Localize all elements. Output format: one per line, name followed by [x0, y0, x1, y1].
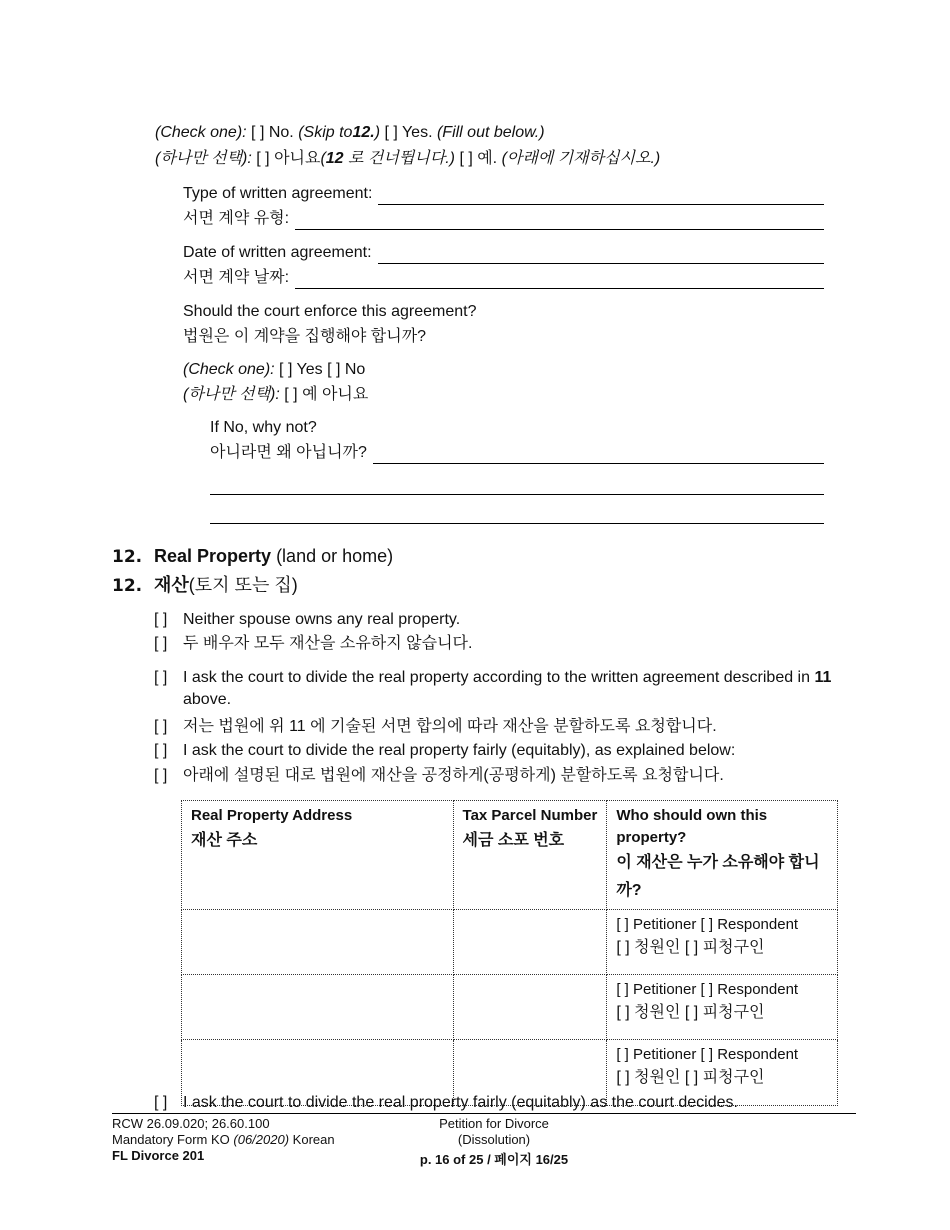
table-header-row [182, 801, 838, 910]
option-fairly-below [154, 740, 844, 762]
footer-title-1: Petition for Divorce [439, 1116, 549, 1131]
skip-open-ko: ( [320, 150, 326, 167]
owner-cell [607, 910, 838, 975]
owner-checkboxes[interactable]: [ ] Petitioner [ ] Respondent [616, 1046, 799, 1063]
header-address-en: Real Property Address [191, 807, 353, 824]
section-title-bold: Real Property [154, 546, 272, 566]
fill-note-ko: (아래에 기재하십시오.) [501, 150, 661, 167]
check-one-ko [155, 148, 660, 170]
checkbox-yes-ko[interactable]: [ ] 예. [459, 150, 498, 167]
tax-parcel-cell[interactable] [453, 910, 607, 975]
header-tax-parcel-ko: 세금 소포 번호 [462, 832, 565, 849]
section-title-rest: (land or home) [276, 546, 394, 566]
checkbox[interactable]: [ ] [154, 718, 168, 735]
section-12-title [112, 543, 393, 570]
checkbox-yes[interactable]: [ ] Yes. [384, 124, 433, 141]
enforce-check-prefix: (Check one): [183, 361, 275, 378]
skip-number: 12. [352, 124, 375, 141]
section-title-rest-ko: (토지 또는 집) [188, 575, 298, 595]
date-agreement-line[interactable] [378, 247, 824, 264]
type-agreement-line-ko[interactable] [295, 213, 824, 230]
type-agreement-line[interactable] [378, 188, 824, 205]
footer-page-number: p. 16 of 25 / 페이지 16/25 [419, 1152, 569, 1167]
option-text: 두 배우자 모두 재산을 소유하지 않습니다. [183, 635, 473, 652]
date-agreement-label: Date of written agreement: [183, 244, 372, 261]
why-not-line-2[interactable] [210, 494, 824, 495]
why-not-label-ko: 아니라면 왜 아닙니까? [210, 444, 367, 461]
option-text [183, 667, 844, 711]
option-text: Neither spouse owns any real property. [183, 611, 461, 628]
option-text: 아래에 설명된 대로 법원에 재산을 공정하게(공평하게) 분할하도록 요청합니다. [183, 767, 724, 784]
owner-checkboxes[interactable]: [ ] Petitioner [ ] Respondent [616, 981, 799, 998]
enforce-check [183, 359, 365, 381]
option-no-property-ko [154, 633, 844, 655]
section-number: 12. [112, 547, 143, 567]
footer-left [112, 1116, 335, 1164]
date-agreement-field-ko[interactable] [183, 267, 824, 289]
type-agreement-field[interactable] [183, 183, 824, 205]
header-owner-en: Who should own this property? [616, 807, 768, 846]
date-agreement-field[interactable] [183, 242, 824, 264]
address-cell[interactable] [182, 910, 454, 975]
checkbox[interactable]: [ ] [154, 742, 168, 759]
enforce-check-prefix-ko: (하나만 선택): [183, 386, 280, 403]
section-title-bold-ko: 재산 [154, 575, 189, 595]
owner-checkboxes[interactable]: [ ] Petitioner [ ] Respondent [616, 916, 799, 933]
table-row [182, 975, 838, 1040]
footer-rcw: RCW 26.09.020; 26.60.100 [112, 1116, 270, 1131]
owner-checkboxes-ko[interactable]: [ ] 청원인 [ ] 피청구인 [616, 939, 765, 956]
checkbox[interactable]: [ ] [154, 767, 168, 784]
option-court-decides [154, 1092, 844, 1114]
check-one-en [155, 122, 545, 144]
header-address [182, 801, 454, 910]
checkbox-no[interactable]: [ ] No. [251, 124, 294, 141]
checkbox[interactable]: [ ] [154, 635, 168, 652]
option-written-agreement [154, 667, 844, 711]
checkbox[interactable]: [ ] [154, 669, 168, 686]
skip-end: ) [374, 124, 381, 141]
footer-form-id: FL Divorce 201 [112, 1148, 205, 1163]
check-one-prefix-ko: (하나만 선택): [155, 150, 252, 167]
skip-number-ko: 12 [325, 150, 344, 167]
date-agreement-label-ko: 서면 계약 날짜: [183, 269, 290, 286]
enforce-yes-no-checkboxes-ko[interactable]: [ ] 예 아니요 [284, 386, 369, 403]
checkbox[interactable]: [ ] [154, 1094, 168, 1111]
option-text: 저는 법원에 위 11 에 기술된 서면 합의에 따라 재산을 분할하도록 요청합니다. [183, 718, 717, 735]
header-tax-parcel-en: Tax Parcel Number [462, 807, 598, 824]
option-fairly-below-ko [154, 765, 844, 787]
footer-mandatory-date: (06/2020) [233, 1132, 290, 1147]
skip-note: (Skip to [298, 124, 353, 141]
enforce-check-ko [183, 384, 368, 406]
fill-note: (Fill out below.) [436, 124, 545, 141]
address-cell[interactable] [182, 975, 454, 1040]
checkbox-no-ko[interactable]: [ ] 아니요 [256, 150, 321, 167]
type-agreement-field-ko[interactable] [183, 208, 824, 230]
footer-title-2: (Dissolution) [457, 1132, 531, 1147]
check-one-prefix: (Check one): [155, 124, 247, 141]
type-agreement-label: Type of written agreement: [183, 185, 373, 202]
why-not-field[interactable] [210, 442, 824, 464]
option-written-after: above. [183, 691, 232, 708]
skip-rest-ko: 로 건너뜁니다.) [348, 150, 455, 167]
owner-cell [607, 975, 838, 1040]
tax-parcel-cell[interactable] [453, 975, 607, 1040]
header-tax-parcel [453, 801, 607, 910]
option-no-property [154, 609, 844, 631]
section-12-title-ko [112, 572, 298, 599]
footer-mandatory [112, 1132, 335, 1148]
header-owner [607, 801, 838, 910]
section-number-ko: 12. [112, 576, 143, 596]
option-written-ref: 11 [814, 669, 832, 686]
option-text: I ask the court to divide the real property fairly (equitably) as the court decides. [183, 1094, 738, 1111]
date-agreement-line-ko[interactable] [295, 272, 824, 289]
footer-center [374, 1116, 614, 1168]
header-owner-ko: 이 재산은 누가 소유해야 합니까? [616, 854, 820, 899]
enforce-question-ko: 법원은 이 계약을 집행해야 합니까? [183, 328, 427, 345]
owner-checkboxes-ko[interactable]: [ ] 청원인 [ ] 피청구인 [616, 1004, 765, 1021]
footer-mandatory-label: Mandatory Form KO [112, 1132, 230, 1147]
owner-checkboxes-ko[interactable]: [ ] 청원인 [ ] 피청구인 [616, 1069, 765, 1086]
option-written-agreement-ko [154, 716, 844, 738]
why-not-line[interactable] [373, 447, 824, 464]
page-footer [112, 1113, 856, 1167]
why-not-label: If No, why not? [210, 419, 317, 436]
enforce-question: Should the court enforce this agreement? [183, 303, 477, 320]
table-row [182, 910, 838, 975]
real-property-table [181, 800, 838, 1106]
enforce-yes-no-checkboxes[interactable]: [ ] Yes [ ] No [279, 361, 366, 378]
checkbox[interactable]: [ ] [154, 611, 168, 628]
option-text: I ask the court to divide the real property fairly (equitably), as explained below: [183, 742, 736, 759]
header-address-ko: 재산 주소 [191, 832, 258, 849]
footer-mandatory-lang: Korean [292, 1132, 335, 1147]
type-agreement-label-ko: 서면 계약 유형: [183, 210, 290, 227]
option-written-text: I ask the court to divide the real property according to the written agreement described in [183, 669, 811, 686]
why-not-line-3[interactable] [210, 523, 824, 524]
